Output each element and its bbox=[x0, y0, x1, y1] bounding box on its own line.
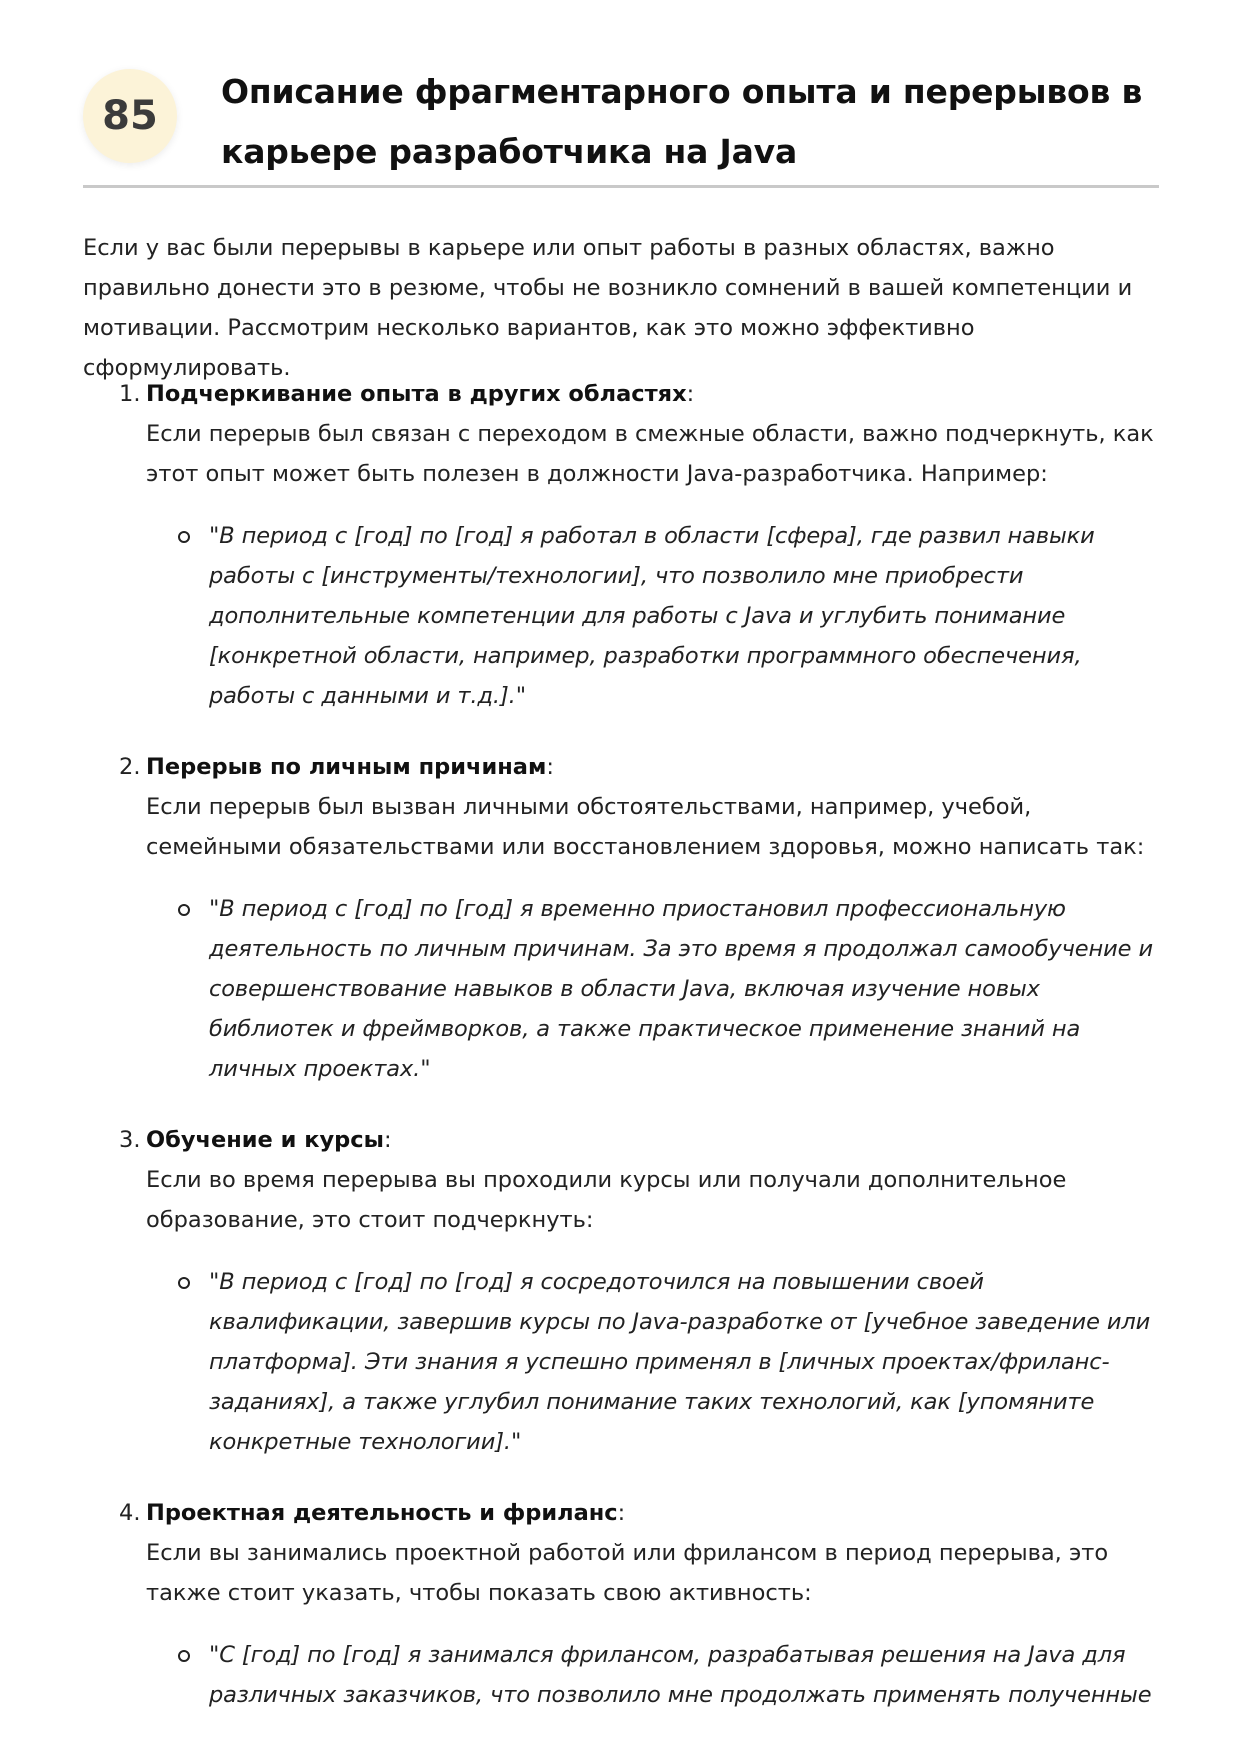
heading-colon: : bbox=[686, 381, 695, 407]
example-text: "В период с [год] по [год] я временно приостановил профессиональную деятельность по личным причинам. За это время я продолжал самообучение и совершенствование навыков в области Java, включая изучение новых библиотек и фреймворков, а также практическое применение знаний на личных проектах." bbox=[209, 896, 1153, 1082]
example-quote bbox=[146, 1635, 1163, 1715]
heading-colon: : bbox=[546, 754, 554, 780]
list-item-number: 2. bbox=[119, 754, 141, 780]
list-item-description: Если перерыв был вызван личными обстоятельствами, например, учебой, семейными обязательствами или восстановлением здоровья, можно написать так: bbox=[146, 794, 1145, 860]
list-item bbox=[83, 1493, 1163, 1715]
heading-colon: : bbox=[383, 1127, 392, 1153]
example-list bbox=[146, 889, 1163, 1089]
list-item bbox=[83, 747, 1163, 1089]
heading-colon: : bbox=[617, 1500, 626, 1526]
list-item-number: 3. bbox=[119, 1127, 141, 1153]
example-list bbox=[146, 1262, 1163, 1462]
hollow-bullet-icon bbox=[178, 531, 190, 543]
section-header bbox=[83, 60, 1159, 188]
advice-list bbox=[83, 374, 1163, 1715]
example-quote bbox=[146, 516, 1163, 716]
list-item-description: Если вы занимались проектной работой или фрилансом в период перерыва, это также стоит указать, чтобы показать свою активность: bbox=[146, 1540, 1109, 1606]
list-item-heading: Перерыв по личным причинам bbox=[146, 754, 547, 780]
example-quote bbox=[146, 889, 1163, 1089]
hollow-bullet-icon bbox=[178, 1277, 190, 1289]
page-title: Описание фрагментарного опыта и перерывов в карьере разработчика на Java bbox=[221, 72, 1143, 171]
list-item-heading: Подчеркивание опыта в других областях bbox=[146, 381, 687, 407]
example-text: "В период с [год] по [год] я сосредоточился на повышении своей квалификации, завершив курсы по Java-разработке от [учебное заведение или платформа]. Эти знания я успешно применял в [личных проектах/фриланс-заданиях], а также углубил понимание таких технологий, как [упомяните конкретные технологии]." bbox=[209, 1269, 1151, 1455]
list-item-description: Если во время перерыва вы проходили курсы или получали дополнительное образование, это стоит подчеркнуть: bbox=[146, 1167, 1067, 1233]
hollow-bullet-icon bbox=[178, 904, 190, 916]
example-text: "В период с [год] по [год] я работал в области [сфера], где развил навыки работы с [инструменты/технологии], что позволило мне приобрести дополнительные компетенции для работы с Java и углубить понимание [конкретной области, например, разработки программного обеспечения, работы с данными и т.д.]." bbox=[209, 523, 1095, 709]
example-text: "С [год] по [год] я занимался фрилансом, разрабатывая решения на Java для различных заказчиков, что позволило мне продолжать применять полученные bbox=[209, 1642, 1152, 1708]
list-item-number: 4. bbox=[119, 1500, 141, 1526]
list-item-heading: Обучение и курсы bbox=[146, 1127, 384, 1153]
list-item-number: 1. bbox=[119, 381, 141, 407]
list-item bbox=[83, 1120, 1163, 1462]
list-item bbox=[83, 374, 1163, 716]
section-number-badge: 85 bbox=[83, 69, 177, 163]
example-list bbox=[146, 516, 1163, 716]
list-item-heading: Проектная деятельность и фриланс bbox=[146, 1500, 618, 1526]
hollow-bullet-icon bbox=[178, 1650, 190, 1662]
example-quote bbox=[146, 1262, 1163, 1462]
intro-paragraph: Если у вас были перерывы в карьере или опыт работы в разных областях, важно правильно донести это в резюме, чтобы не возникло сомнений в вашей компетенции и мотивации. Рассмотрим несколько вариантов, как это можно эффективно сформулировать. bbox=[83, 235, 1133, 381]
list-item-description: Если перерыв был связан с переходом в смежные области, важно подчеркнуть, как этот опыт может быть полезен в должности Java-разработчика. Например: bbox=[146, 421, 1154, 487]
example-list bbox=[146, 1635, 1163, 1715]
